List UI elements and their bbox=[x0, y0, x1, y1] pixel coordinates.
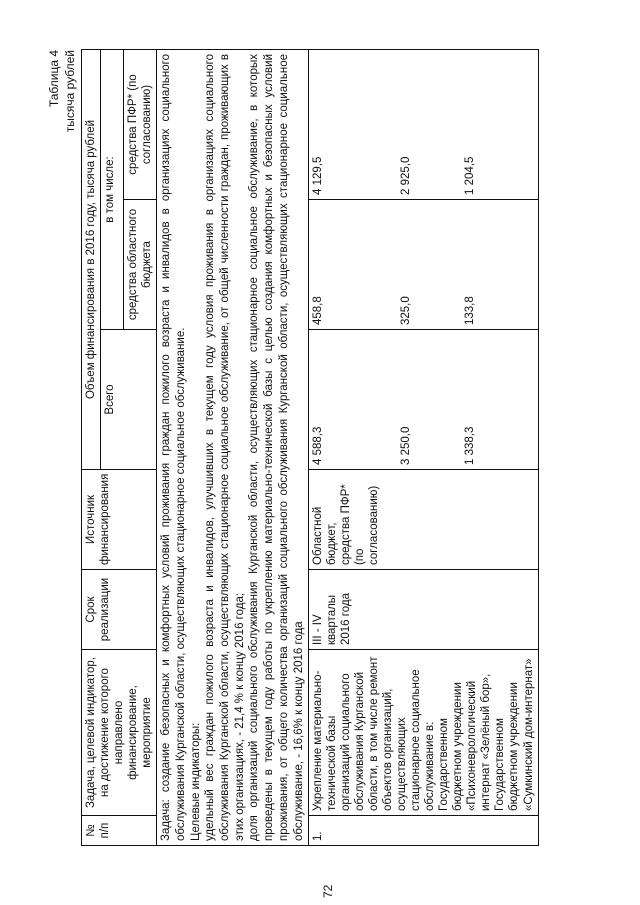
row1-total: 4 588,3 bbox=[312, 426, 325, 465]
header-including: в том числе: bbox=[101, 49, 124, 329]
task-cell bbox=[157, 49, 309, 845]
indicator-2: доля организаций социального обслуживания Курганской области, осуществляющих стационарное социальное обслуживание, в которых проведены в текущем году работы по укреплению материально-технической базы с целью создания комфортных и безопасных условий проживания, от общего количества организаций социального обслуживания Курганской области, осуществляющих стационарное социальное обслуживание, - 16,6% к концу 2016 года bbox=[248, 53, 305, 841]
row1-inst1-total: 3 250,0 bbox=[400, 426, 413, 465]
table-caption: Таблица 4 bbox=[47, 50, 61, 108]
indicators-label: Целевые индикаторы: bbox=[189, 722, 202, 841]
header-num: № п/п bbox=[82, 816, 157, 846]
row1-measure-intro: Укрепление материально-технической базы организаций социального обслуживания Курганской области, в том числе ремонт объектов организаций, осуществляющих стационарное социальное обслуживание в: bbox=[312, 656, 437, 811]
header-volume: Объем финансирования в 2016 году, тысяча рублей bbox=[82, 49, 101, 469]
header-row-1 bbox=[82, 49, 101, 845]
row1-inst1-regional: 325,0 bbox=[400, 296, 413, 325]
row1-source: Областной бюджет, средства ПФР* (по согласованию) bbox=[309, 470, 538, 570]
header-term: Срок реализации bbox=[82, 570, 157, 650]
table-units bbox=[63, 50, 77, 132]
row1-num: 1. bbox=[309, 816, 538, 846]
row1-pfr-cell bbox=[309, 49, 538, 199]
row1-institution-2: Государственном бюджетном учреждении «Сумкинский дом-интернат» bbox=[494, 658, 535, 811]
row1-inst2-pfr: 1 204,5 bbox=[464, 156, 477, 195]
row1-inst2-total: 1 338,3 bbox=[464, 426, 477, 465]
row1-institution-1: Государственном бюджетном учреждении «Психоневрологический интернат «Зелёный бор», bbox=[438, 673, 493, 811]
row1-pfr: 4 129,5 bbox=[312, 156, 325, 195]
rotated-page bbox=[35, 42, 605, 898]
header-total: Всего bbox=[101, 330, 157, 470]
row1-inst2-regional: 133,8 bbox=[464, 296, 477, 325]
task-row bbox=[157, 49, 309, 845]
task-text: Задача: создание безопасных и комфортных условий проживания граждан пожилого возраста и инвалидов в организациях социального обслуживания Курганской области, осуществляющих стационарное социальное обслуживание. bbox=[160, 53, 187, 841]
table-row bbox=[309, 49, 538, 845]
row1-measure bbox=[309, 650, 538, 816]
indicator-1: удельный вес граждан пожилого возраста и инвалидов, улучшивших в текущем году условия проживания в организациях социального обслуживания Курганской области, осуществляющих стационарное социальное обслуживание, от общей численности граждан, проживающих в этих организациях, - 21,4 % к концу 2016 года; bbox=[204, 53, 246, 841]
header-pfr: средства ПФР* (по согласованию) bbox=[124, 49, 157, 199]
row1-regional: 458,8 bbox=[312, 296, 325, 325]
row1-regional-cell bbox=[309, 200, 538, 330]
financing-table bbox=[81, 49, 539, 846]
row1-inst1-pfr: 2 925,0 bbox=[400, 156, 413, 195]
header-source: Источник финансирования bbox=[82, 470, 157, 570]
table-units-text: тысяча рублей bbox=[63, 50, 77, 133]
page-number: 72 bbox=[321, 884, 335, 898]
row1-total-cell bbox=[309, 330, 538, 470]
header-regional: средства областного бюджета bbox=[124, 200, 157, 330]
header-task: Задача, целевой индикатор, на достижение которого направлено финансирование, мероприятие bbox=[82, 650, 157, 816]
row1-term: III - IV кварталы 2016 года bbox=[309, 570, 538, 650]
